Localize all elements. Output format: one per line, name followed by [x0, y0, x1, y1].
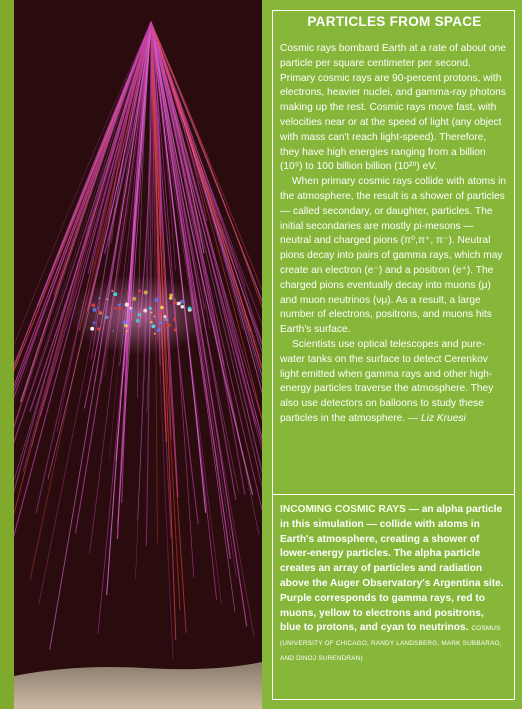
particle-spark: [99, 297, 101, 299]
particle-spark: [97, 327, 100, 330]
paragraph-3: [280, 338, 506, 427]
particle-spark: [91, 303, 95, 307]
paragraph-1: Cosmic rays bombard Earth at a rate of about one particle per square centimeter per second. Primary cosmic rays are 90-percent protons, with electrons, heavier nuclei, and gamma-ray photons making up the rest. Cosmic rays move fast, with velocities near or at the speed of light (any object with mass can't reach light-speed). Therefore, they have high energies ranging from a billion (10⁹) to 100 billion billion (10²⁰) eV.: [280, 43, 506, 173]
particle-spark: [180, 300, 184, 304]
particle-spark: [164, 315, 167, 318]
particle-spark: [154, 298, 158, 302]
particle-spark: [163, 298, 164, 299]
particle-spark: [111, 290, 113, 292]
particle-spark: [129, 307, 132, 310]
particle-spark: [138, 313, 142, 317]
particle-spark: [106, 298, 108, 300]
particle-spark: [143, 309, 147, 313]
caption-divider: [272, 494, 515, 495]
particle-spark: [173, 318, 176, 321]
particle-spark: [127, 322, 129, 324]
cosmic-ray-shower-image: [14, 0, 262, 709]
particle-spark: [159, 312, 162, 315]
particle-spark: [132, 297, 136, 301]
particle-spark: [126, 330, 128, 332]
particle-spark: [117, 303, 120, 306]
particle-spark: [151, 324, 155, 328]
particle-spark: [169, 296, 173, 300]
particle-spark: [99, 310, 102, 313]
particle-spark: [165, 318, 168, 321]
particle-spark: [158, 328, 161, 331]
image-caption: [280, 503, 506, 666]
particle-spark: [188, 306, 192, 310]
particle-spark: [117, 307, 121, 311]
article-body: [280, 42, 506, 427]
particle-spark: [131, 310, 134, 313]
particle-spark: [150, 311, 152, 313]
particle-spark: [154, 333, 156, 335]
particle-spark: [114, 307, 117, 310]
particle-spark: [125, 302, 129, 306]
page-edge-strip: [0, 0, 14, 709]
particle-spark: [97, 307, 99, 309]
particle-spark: [90, 327, 94, 331]
particle-spark: [160, 306, 163, 309]
particle-spark: [150, 321, 153, 324]
particle-spark: [159, 321, 162, 324]
particle-spark: [174, 301, 178, 305]
image-credit: COSMUS (UNIVERSITY OF CHICAGO, RANDY LANDSBERG, MARK SUBBARAO, AND DINOJ SURENDRAN): [280, 625, 502, 662]
particle-spark: [127, 303, 128, 304]
particle-spark: [136, 319, 140, 323]
particle-spark: [93, 308, 97, 312]
sidebar-panel: [262, 0, 522, 709]
caption-text: — an alpha particle in this simulation — collide with atoms in Earth's atmosphere, creating a shower of lower-energy particles. The alpha particle creates an array of particles and radiation above the Auger Observatory's Argentina site. Purple corresponds to gamma rays, red to muons, yellow to electrons and positrons, blue to protons, and cyan to neutrinos.: [280, 504, 504, 634]
paragraph-2: When primary cosmic rays collide with atoms in the atmosphere, the result is a shower of particles — called secondary, or daughter, particles. The initial secondaries are mostly pi-mesons — neutral and charged pions (π⁰,π⁺, π⁻). Neutral pions decay into pairs of gamma rays, which may create an electron (e⁻) and a positron (e⁺). The charged pions eventually decay into muons (μ) and muon neutrinos (νμ). As a result, a large number of electrons, positrons, and muons hits Earth's surface.: [280, 176, 506, 336]
particle-spark: [174, 299, 175, 300]
panel-title: PARTICLES FROM SPACE: [307, 14, 482, 29]
particle-spark: [105, 316, 109, 320]
particle-spark: [166, 323, 170, 327]
particle-spark: [123, 321, 127, 325]
particle-spark: [180, 305, 184, 309]
particle-spark: [113, 292, 117, 296]
particle-spark: [93, 321, 96, 324]
author-byline: — Liz Kruesi: [408, 412, 466, 424]
paragraph-3-text: Scientists use optical telescopes and pure-water tanks on the surface to detect Cerenkov light emitted when gamma rays and other high-energy particles traverse the atmosphere. They also use detectors on balloons to study these particles in the atmosphere.: [280, 338, 494, 424]
particle-spark: [112, 330, 113, 331]
particle-spark: [138, 290, 141, 293]
particle-spark: [144, 290, 148, 294]
particle-spark: [124, 324, 127, 327]
particle-spark: [154, 316, 156, 318]
shower-illustration: [14, 0, 262, 709]
caption-lead: INCOMING COSMIC RAYS: [280, 504, 406, 515]
particle-spark: [149, 307, 152, 310]
particle-spark: [174, 328, 177, 331]
